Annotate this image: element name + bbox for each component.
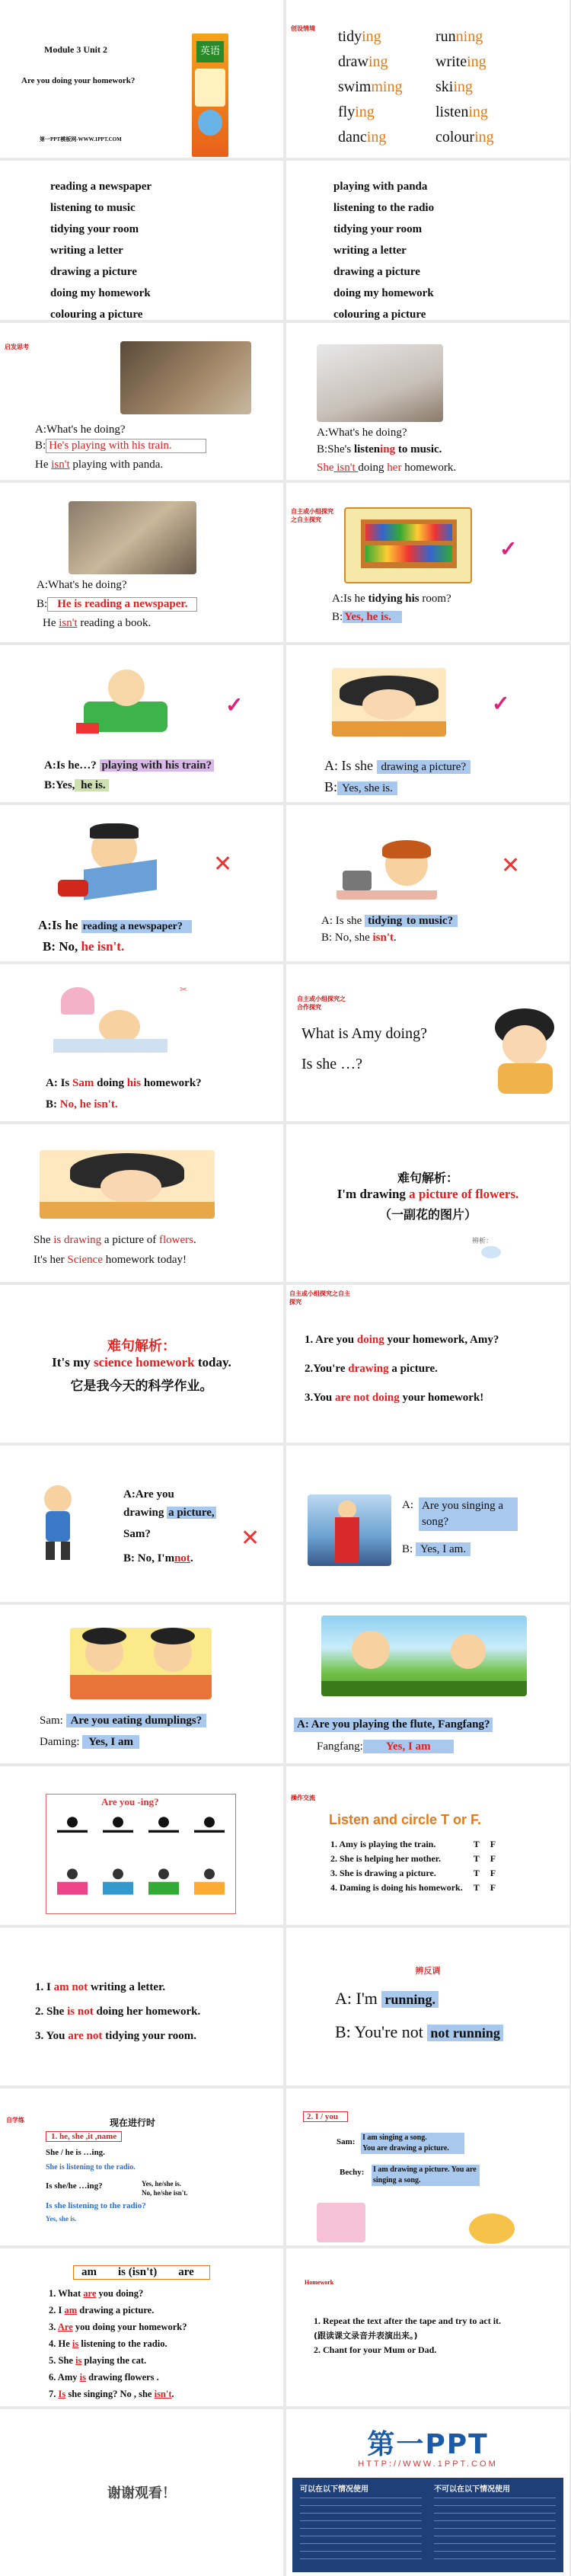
question: A: Are you playing the flute, Fangfang? <box>294 1718 493 1732</box>
brand-logo: 第一PPT <box>367 2429 489 2460</box>
slide-difficult-sentence-2 <box>0 1285 283 1443</box>
speaker-sam: Sam: <box>337 2137 356 2146</box>
illustration-boy <box>469 2213 515 2244</box>
slide-i-you <box>286 2089 569 2245</box>
tag-label: 自主或小组探究之自主探究 <box>291 508 333 523</box>
illustration-boy-train <box>69 663 181 740</box>
question: A:What's he doing? <box>35 423 126 436</box>
question: A: Is Sam doing his homework? <box>46 1077 202 1089</box>
slide-present-continuous <box>0 2089 283 2245</box>
key-sentence: It's my science homework today. <box>52 1355 231 1369</box>
slide-reading-newspaper <box>0 805 283 961</box>
question-2: Is she …? <box>301 1056 362 1072</box>
illustration-boy-reading <box>53 820 167 904</box>
sentence-2: 2. She is not doing her homework. <box>35 2006 201 2018</box>
question-line-2: drawing a picture, <box>123 1507 215 1519</box>
question: A:What's he doing? <box>37 579 127 591</box>
slide-are-you-ing <box>0 1766 283 1925</box>
true-option[interactable]: T <box>473 1882 480 1893</box>
tag-label: 操作交流 <box>291 1795 315 1801</box>
list-item: 3. Are you doing your homework? <box>49 2322 187 2332</box>
question-line-1: A:Are you <box>123 1488 174 1501</box>
question: A:Is he…? playing with his train? <box>44 759 214 772</box>
tag-label: 辨反调 <box>415 1966 441 1976</box>
allowed-heading: 可以在以下情况使用 <box>300 2485 368 2494</box>
table-row: 3. She is drawing a picture. T F <box>326 1867 500 1880</box>
slide-playing-flute <box>286 1605 569 1763</box>
speaker-bechy: Bechy: <box>340 2168 365 2177</box>
not-allowed-heading: 不可以在以下情况使用 <box>434 2485 510 2494</box>
slide-tidying-music <box>286 805 569 961</box>
slide-listen-circle <box>286 1766 569 1925</box>
false-option[interactable]: F <box>490 1868 496 1878</box>
slide-eating-dumplings <box>0 1605 283 1763</box>
slide-playing-train <box>0 645 283 802</box>
slide-ppt-info <box>286 2409 569 2576</box>
check-icon: ✓ <box>492 692 510 716</box>
cloud-icon <box>481 1246 501 1258</box>
answer: B:She's listening to music. <box>317 443 442 455</box>
rule-2: Is she/he …ing? <box>46 2181 103 2191</box>
slide-phrases-1 <box>0 161 283 320</box>
brand-url: HTTP://WWW.1PPT.COM <box>358 2459 498 2469</box>
answer: B:Yes, he is. <box>44 779 109 792</box>
photo-boy-playing <box>120 341 251 414</box>
tag-label: 自学练 <box>6 2117 24 2124</box>
slide-singing-song <box>286 1446 569 1602</box>
true-option[interactable]: T <box>473 1839 480 1849</box>
rule-box: 1. he, she ,it ,name <box>46 2131 122 2142</box>
photo-girl-music <box>317 344 443 422</box>
note-label: 辨析： <box>472 1238 493 1245</box>
grammar-title: 现在进行时 <box>110 2117 156 2128</box>
list-item: 7. Is she singing? No , she isn't. <box>49 2389 174 2399</box>
list-item: 6. Amy is drawing flowers . <box>49 2372 159 2383</box>
exercise-title: Listen and circle T or F. <box>329 1812 482 1827</box>
sentence-1: 1. Are you doing your homework, Amy? <box>305 1334 499 1346</box>
translation: 它是我今天的科学作业。 <box>70 1379 213 1394</box>
info-panel <box>292 2478 563 2572</box>
slide-he-reading <box>0 483 283 642</box>
slide-what-is-amy-doing <box>286 964 569 1121</box>
sentence-b: B: You're not not running <box>335 2022 503 2042</box>
question: A: <box>402 1499 413 1511</box>
question: A:Is he reading a newspaper? <box>38 918 192 933</box>
activity-figure <box>194 1813 225 1855</box>
sentence-3: 3. You are not tidying your room. <box>35 2030 196 2042</box>
answer: B: No, she isn't. <box>321 932 397 944</box>
activity-figure <box>148 1813 179 1855</box>
ing-words-left: tidying drawing swimming flying dancing <box>338 28 403 145</box>
list-item: 2. I am drawing a picture. <box>49 2305 155 2316</box>
homework-2: 2. Chant for your Mum or Dad. <box>314 2344 437 2355</box>
cross-icon: ✕ <box>213 852 233 877</box>
answers: Yes, he/she is. No, he/she isn't. <box>142 2180 188 2197</box>
translation: （一副花的图片） <box>378 1207 477 1222</box>
answer: B: Yes, she is. <box>324 779 397 795</box>
activity-figure <box>57 1865 88 1907</box>
negative-sentence: She isn't doing her homework. <box>317 462 457 474</box>
example-2: Is she listening to the radio? <box>46 2201 146 2210</box>
list-item: 4. He is listening to the radio. <box>49 2338 167 2349</box>
slide-amy-homework-dialogue <box>286 1285 569 1443</box>
question: A: Is she tidying to music? <box>321 915 458 928</box>
answer: B: No, he isn't. <box>43 939 125 954</box>
answer: B: Yes, I am. <box>402 1543 471 1556</box>
sentence-1: She is drawing a picture of flowers. <box>33 1234 196 1246</box>
example-answer: Yes, she is. <box>46 2215 77 2223</box>
ing-words-right: running writeing skiing listening colouring <box>435 28 494 145</box>
answer: B: No, he isn't. <box>46 1098 118 1111</box>
false-option[interactable]: F <box>490 1839 496 1849</box>
homework-1-cn: (跟读课文录音并表演出来。) <box>314 2331 418 2341</box>
answer: Fangfang: Yes, I am <box>317 1740 454 1753</box>
illustration-dumplings <box>70 1628 212 1699</box>
list-item: 1. What are you doing? <box>49 2288 144 2299</box>
tag-label: 启发思考 <box>5 344 29 350</box>
slide-drawing-picture <box>286 645 569 802</box>
example-1: She is listening to the radio. <box>46 2163 136 2172</box>
photo-boy-reading <box>69 501 196 574</box>
tag-label: 创设情境 <box>291 25 315 32</box>
activity-figure <box>57 1813 88 1855</box>
answer: Daming: Yes, I am <box>40 1736 139 1749</box>
photo-girl-singing <box>308 1494 391 1566</box>
question: What is Amy doing? <box>301 1025 427 1042</box>
slide-fill-blanks <box>0 2248 283 2406</box>
illustration-flute <box>321 1616 527 1696</box>
sentence-2: 2.You're drawing a picture. <box>305 1363 438 1375</box>
slide-sam-homework <box>0 964 283 1121</box>
activity-figure <box>148 1865 179 1907</box>
slide-tidying-room <box>286 483 569 642</box>
true-option[interactable]: T <box>473 1853 480 1864</box>
slide-sam-drawing <box>0 1446 283 1602</box>
illustration-sam <box>35 1481 81 1560</box>
question: A:What's he doing? <box>317 427 407 439</box>
slide-opposites <box>286 1928 569 2085</box>
illustration-sam-desk <box>53 983 167 1056</box>
table-row: 4. Daming is doing his homework. T F <box>326 1881 500 1894</box>
sentence-2: It's her Science homework today! <box>33 1254 187 1266</box>
homework-1: 1. Repeat the text after the tape and try to act it. <box>314 2316 502 2326</box>
check-icon: ✓ <box>499 538 518 561</box>
slide-difficult-sentence-1 <box>286 1124 569 1282</box>
false-option[interactable]: F <box>490 1853 496 1864</box>
negative-sentence: He isn't playing with panda. <box>35 459 164 471</box>
rule-1: She / he is …ing. <box>46 2148 105 2157</box>
tag-label: 自主或小组探究之自主探究 <box>289 1290 350 1306</box>
phrase-list: reading a newspaper listening to music tidying your room writing a letter drawing a picture doing my homework colouring a picture <box>50 181 152 320</box>
cross-icon: ✕ <box>241 1526 260 1551</box>
illustration-bookshelf <box>344 507 472 583</box>
lesson-question: Are you doing your homework? <box>21 76 136 85</box>
slide-she-drawing-flowers <box>0 1124 283 1282</box>
illustration-girl <box>317 2203 365 2242</box>
activity-figure <box>103 1865 133 1907</box>
site-label: 第一PPT模板网-WWW.1PPT.COM <box>40 136 122 142</box>
section-heading: 难句解析： <box>107 1338 176 1354</box>
tf-table <box>324 1836 502 1896</box>
thanks-text: 谢谢观看！ <box>107 2485 176 2501</box>
bechy-lines: I am drawing a picture. You are singing a song. <box>372 2165 480 2186</box>
question: A:Is he tidying his room? <box>332 593 451 605</box>
slide-title <box>0 0 283 158</box>
answer: B: He is reading a newspaper. <box>37 597 197 612</box>
slide-he-playing <box>0 323 283 480</box>
slide-she-listening <box>286 323 569 480</box>
question: Sam: Are you eating dumplings? <box>40 1715 206 1727</box>
answer: B: Yes, he is. <box>332 611 402 624</box>
picture-grid <box>46 1794 236 1914</box>
slide-phrases-2 <box>286 161 569 320</box>
tag-label: 自主或小组探究之合作探究 <box>297 996 346 1011</box>
cross-icon: ✕ <box>501 853 521 878</box>
table-row: 2. She is helping her mother. T F <box>326 1852 500 1865</box>
false-option[interactable]: F <box>490 1882 496 1893</box>
slide-homework <box>286 2248 569 2406</box>
activity-figure <box>194 1865 225 1907</box>
slide-ing-words <box>286 0 569 158</box>
true-option[interactable]: T <box>473 1868 480 1878</box>
sentence-3: 3.You are not doing your homework! <box>305 1392 484 1404</box>
list-item: 5. She is playing the cat. <box>49 2355 147 2366</box>
activity-figure <box>103 1813 133 1855</box>
slide-thanks <box>0 2409 283 2576</box>
negative-sentence: He isn't reading a book. <box>43 617 152 629</box>
illustration-girl-radio <box>337 840 437 900</box>
section-heading: 难句解析： <box>397 1171 458 1185</box>
question: A: Is she drawing a picture? <box>324 758 471 774</box>
key-sentence: I'm drawing a picture of flowers. <box>337 1187 519 1201</box>
sentence-a: A: I'm running. <box>335 1989 439 2009</box>
slide-negative-sentences <box>0 1928 283 2085</box>
check-icon: ✓ <box>225 694 244 718</box>
blank-list <box>49 2285 187 2402</box>
phrase-list: playing with panda listening to the radio tidying your room writing a letter drawing a picture doing my homework colouring a picture <box>333 181 435 320</box>
table-row: 1. Amy is playing the train. T F <box>326 1838 500 1851</box>
question-highlight: Are you singing a song? <box>419 1497 518 1531</box>
answer: B: He's playing with his train. <box>35 439 206 453</box>
answer: B: No, I'mnot. <box>123 1552 193 1564</box>
illustration-amy <box>486 1005 562 1097</box>
illustration-girl-drawing <box>332 668 446 737</box>
word-bank: am is (isn't) are <box>73 2265 210 2280</box>
tag-label: Homework <box>305 2279 334 2286</box>
sam-lines: I am singing a song. You are drawing a picture. <box>361 2133 464 2154</box>
rule-box: 2. I / you <box>303 2111 348 2122</box>
illustration-amy-drawing <box>40 1150 215 1219</box>
sentence-1: 1. I am not writing a letter. <box>35 1981 166 1993</box>
scissors-icon: ✂ <box>180 984 188 995</box>
textbook-cover: 英语 <box>192 34 228 157</box>
question-line-3: Sam? <box>123 1528 151 1540</box>
grid-title: Are you -ing? <box>101 1796 159 1807</box>
module-title: Module 3 Unit 2 <box>44 44 108 55</box>
